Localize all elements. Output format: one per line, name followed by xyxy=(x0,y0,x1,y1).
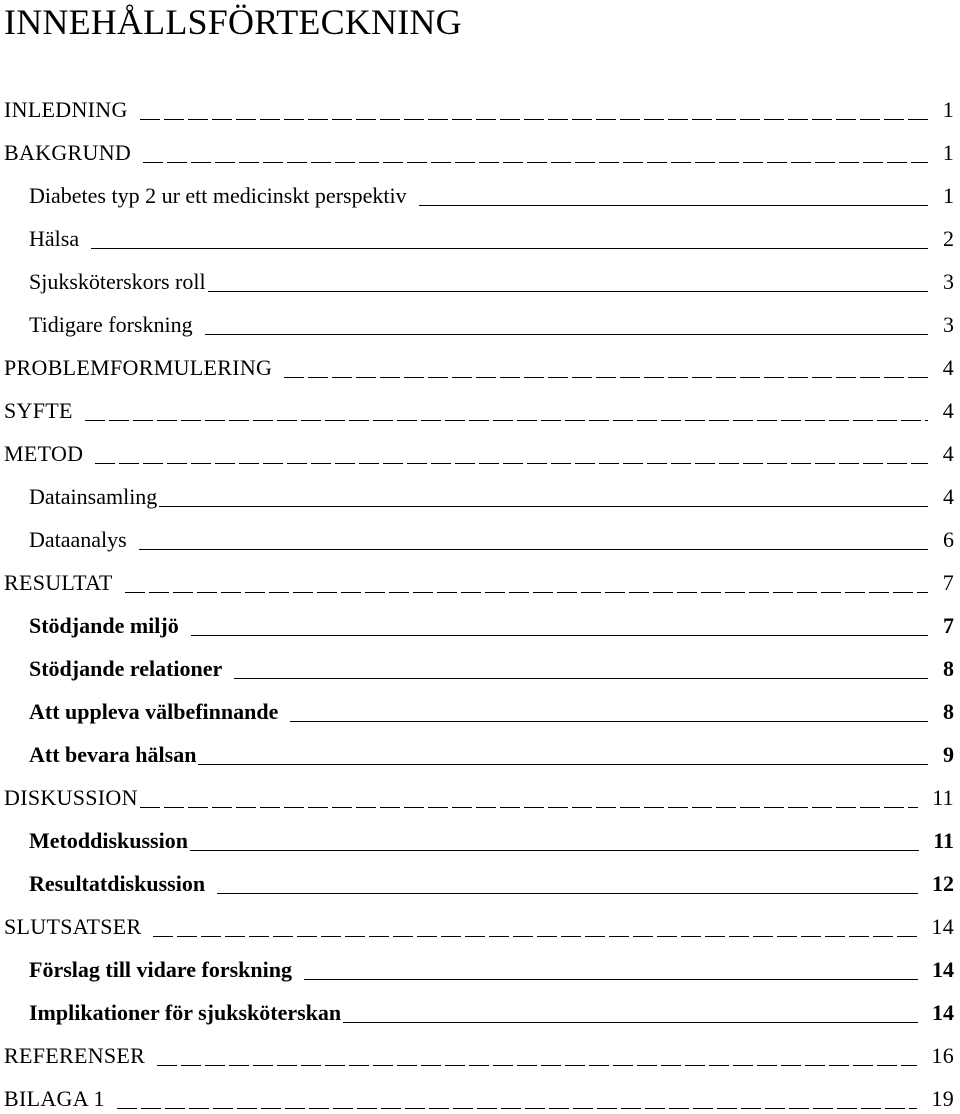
toc-entry-metod[interactable] xyxy=(0,426,960,469)
leader-line xyxy=(85,420,928,422)
toc-entry-bakgrund[interactable] xyxy=(0,125,960,168)
leader-line xyxy=(91,248,928,249)
toc-entry-page: 16 xyxy=(931,1043,954,1068)
toc-entry-att-uppleva-valbefinnande[interactable] xyxy=(0,684,960,727)
toc-entry-att-bevara-halsan[interactable] xyxy=(0,727,960,770)
toc-title: INNEHÅLLSFÖRTECKNING xyxy=(4,2,462,42)
toc-entry-label: Att uppleva välbefinnande xyxy=(29,699,279,724)
toc-entry-label: Dataanalys xyxy=(29,527,127,552)
toc-entry-sjukskoterskors-roll[interactable] xyxy=(0,254,960,297)
toc-entry-page: 1 xyxy=(943,183,954,208)
leader-line xyxy=(143,162,928,164)
leader-line xyxy=(140,119,928,121)
toc-entry-datainsamling[interactable] xyxy=(0,469,960,512)
toc-entry-stodjande-relationer[interactable] xyxy=(0,641,960,684)
toc-entry-page: 4 xyxy=(943,484,954,509)
toc-entry-label: Förslag till vidare forskning xyxy=(29,957,292,982)
toc-entry-implikationer[interactable] xyxy=(0,985,960,1028)
toc-entry-label: Stödjande relationer xyxy=(29,656,223,681)
leader-line xyxy=(205,334,928,335)
toc-entry-halsa[interactable] xyxy=(0,211,960,254)
leader-line xyxy=(217,893,918,894)
toc-entry-label: Att bevara hälsan xyxy=(29,742,197,767)
leader-line xyxy=(208,291,928,292)
toc-entry-page: 14 xyxy=(931,914,954,939)
toc-entry-page: 14 xyxy=(932,957,954,982)
toc-entry-page: 3 xyxy=(943,269,954,294)
toc-entry-syfte[interactable] xyxy=(0,383,960,426)
toc-entry-metoddiskussion[interactable] xyxy=(0,813,960,856)
toc-entry-page: 4 xyxy=(942,355,954,380)
toc-entry-page: 11 xyxy=(932,785,954,810)
toc-entry-page: 12 xyxy=(932,871,954,896)
toc-entry-page: 7 xyxy=(942,570,954,595)
toc-entry-label: SYFTE xyxy=(4,398,73,423)
toc-entry-label: RESULTAT xyxy=(4,570,113,595)
table-of-contents xyxy=(0,82,960,1114)
toc-entry-label: Stödjande miljö xyxy=(29,613,179,638)
toc-entry-page: 2 xyxy=(943,226,954,251)
toc-entry-page: 8 xyxy=(943,656,954,681)
toc-entry-label: Metoddiskussion xyxy=(29,828,188,853)
leader-line xyxy=(125,592,928,594)
leader-line xyxy=(343,1022,918,1023)
toc-entry-referenser[interactable] xyxy=(0,1028,960,1071)
leader-line xyxy=(95,463,928,465)
toc-entry-page: 6 xyxy=(943,527,954,552)
toc-entry-label: DISKUSSION xyxy=(4,785,138,810)
toc-entry-label: SLUTSATSER xyxy=(4,914,142,939)
toc-entry-diabetes-typ-2[interactable] xyxy=(0,168,960,211)
toc-entry-resultatdiskussion[interactable] xyxy=(0,856,960,899)
toc-entry-page: 7 xyxy=(943,613,954,638)
leader-line xyxy=(234,678,928,679)
toc-entry-label: REFERENSER xyxy=(4,1043,146,1068)
toc-entry-label: Implikationer för sjuksköterskan xyxy=(29,1000,342,1025)
leader-line xyxy=(159,506,928,507)
toc-entry-bilaga-1[interactable] xyxy=(0,1071,960,1114)
toc-entry-page: 4 xyxy=(942,441,954,466)
toc-entry-page: 1 xyxy=(942,140,954,165)
toc-entry-label: Hälsa xyxy=(29,226,80,251)
leader-line xyxy=(304,979,918,980)
leader-line xyxy=(139,549,928,550)
toc-entry-stodjande-miljo[interactable] xyxy=(0,598,960,641)
toc-entry-page: 9 xyxy=(943,742,954,767)
toc-entry-dataanalys[interactable] xyxy=(0,512,960,555)
toc-entry-page: 8 xyxy=(943,699,954,724)
toc-entry-diskussion[interactable] xyxy=(0,770,960,813)
toc-entry-label: INLEDNING xyxy=(4,97,128,122)
toc-entry-page: 1 xyxy=(942,97,954,122)
toc-entry-label: Datainsamling xyxy=(29,484,158,509)
toc-entry-label: METOD xyxy=(4,441,84,466)
leader-line xyxy=(140,807,918,809)
leader-line xyxy=(191,635,928,636)
toc-entry-label: Tidigare forskning xyxy=(29,312,193,337)
toc-entry-problemformulering[interactable] xyxy=(0,340,960,383)
toc-entry-label: PROBLEMFORMULERING xyxy=(4,355,273,380)
leader-line xyxy=(290,721,928,722)
leader-line xyxy=(157,1065,917,1067)
toc-entry-label: Sjuksköterskors roll xyxy=(29,269,206,294)
toc-entry-page: 11 xyxy=(933,828,954,853)
toc-entry-label: BAKGRUND xyxy=(4,140,132,165)
leader-line xyxy=(190,850,919,851)
toc-entry-page: 14 xyxy=(932,1000,954,1025)
toc-entry-page: 3 xyxy=(943,312,954,337)
leader-line xyxy=(117,1108,918,1110)
toc-entry-page: 19 xyxy=(931,1086,954,1111)
toc-entry-tidigare-forskning[interactable] xyxy=(0,297,960,340)
toc-entry-label: BILAGA 1 xyxy=(4,1086,105,1111)
toc-entry-label: Resultatdiskussion xyxy=(29,871,206,896)
toc-entry-slutsatser[interactable] xyxy=(0,899,960,942)
leader-line xyxy=(153,936,917,938)
leader-line xyxy=(419,205,928,206)
toc-entry-inledning[interactable] xyxy=(0,82,960,125)
toc-entry-resultat[interactable] xyxy=(0,555,960,598)
leader-line xyxy=(284,377,928,379)
toc-entry-forslag-till-vidare-forskning[interactable] xyxy=(0,942,960,985)
toc-entry-page: 4 xyxy=(942,398,954,423)
leader-line xyxy=(198,764,928,765)
toc-entry-label: Diabetes typ 2 ur ett medicinskt perspektiv xyxy=(29,183,407,208)
